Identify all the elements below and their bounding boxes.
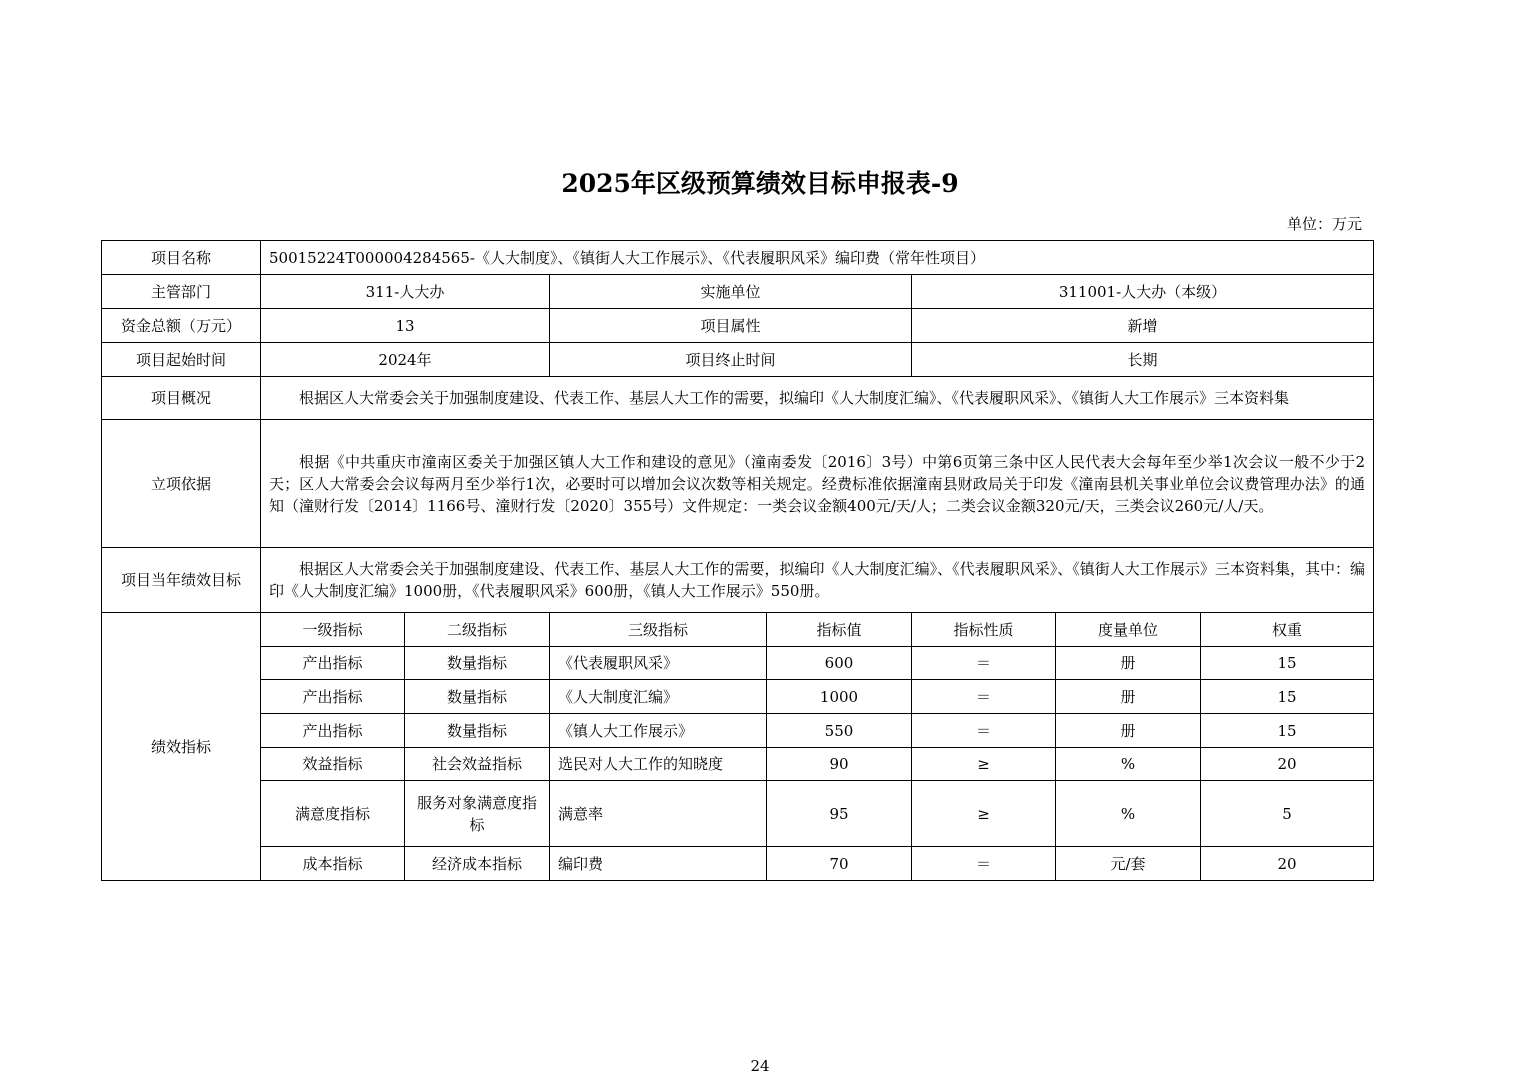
indicator-header-cell: 指标值 (767, 613, 912, 647)
unit-label: 单位：万元 (1286, 215, 1362, 233)
indicator-cell: 15 (1201, 647, 1374, 680)
indicator-cell: 《代表履职风采》 (550, 647, 767, 680)
project-attr-value: 新增 (912, 309, 1374, 343)
indicator-cell: 经济成本指标 (405, 847, 550, 881)
indicator-row (102, 647, 1374, 680)
implementer-value: 311001-人大办（本级） (912, 275, 1374, 309)
indicator-cell: 95 (767, 781, 912, 847)
page-title: 2025年区级预算绩效目标申报表-9 (561, 169, 959, 198)
indicator-cell: ＝ (912, 680, 1056, 714)
indicator-cell: ＝ (912, 647, 1056, 680)
indicator-cell: 成本指标 (261, 847, 405, 881)
indicator-cell: 满意率 (550, 781, 767, 847)
indicator-cell: 70 (767, 847, 912, 881)
indicator-cell: 550 (767, 714, 912, 748)
indicator-cell: 5 (1201, 781, 1374, 847)
project-attr-label: 项目属性 (550, 309, 912, 343)
indicator-cell: ＝ (912, 714, 1056, 748)
indicator-header-cell: 指标性质 (912, 613, 1056, 647)
row-funds (102, 309, 1374, 343)
budget-form-table (101, 240, 1374, 881)
annual-goal-value: 根据区人大常委会关于加强制度建设、代表工作、基层人大工作的需要，拟编印《人大制度汇编》、《代表履职风采》、《镇街人大工作展示》三本资料集，其中：编印《人大制度汇编》1000册，《代表履职风采》600册，《镇人大工作展示》550册。 (261, 548, 1374, 613)
indicator-cell: 《镇人大工作展示》 (550, 714, 767, 748)
indicator-header-cell: 度量单位 (1056, 613, 1201, 647)
indicator-cell: 数量指标 (405, 680, 550, 714)
end-time-value: 长期 (912, 343, 1374, 377)
row-annual-goal (102, 548, 1374, 613)
indicator-cell: 20 (1201, 748, 1374, 781)
project-name-value: 50015224T000004284565-《人大制度》、《镇街人大工作展示》、《代表履职风采》编印费（常年性项目） (261, 241, 1374, 275)
project-name-label: 项目名称 (102, 241, 261, 275)
indicator-row (102, 714, 1374, 748)
indicator-cell: 1000 (767, 680, 912, 714)
row-department (102, 275, 1374, 309)
indicator-row (102, 847, 1374, 881)
indicator-header-cell: 三级指标 (550, 613, 767, 647)
indicator-cell: 元/套 (1056, 847, 1201, 881)
indicator-cell: 册 (1056, 714, 1201, 748)
indicator-cell: 20 (1201, 847, 1374, 881)
indicator-header-cell: 二级指标 (405, 613, 550, 647)
indicator-cell: % (1056, 781, 1201, 847)
indicator-header-cell: 一级指标 (261, 613, 405, 647)
department-label: 主管部门 (102, 275, 261, 309)
basis-value: 根据《中共重庆市潼南区委关于加强区镇人大工作和建设的意见》（潼南委发〔2016〕3号）中第6页第三条中区人民代表大会每年至少举1次会议一般不少于2天；区人大常委会会议每两月至少举行1次，必要时可以增加会议次数等相关规定。经费标准依据潼南县财政局关于印发《潼南县机关事业单位会议费管理办法》的通知（潼财行发〔2014〕1166号、潼财行发〔2020〕355号）文件规定：一类会议金额400元/天/人；二类会议金额320元/天，三类会议260元/人/天。 (261, 420, 1374, 548)
start-time-value: 2024年 (261, 343, 550, 377)
indicator-cell: 服务对象满意度指标 (405, 781, 550, 847)
indicator-row (102, 748, 1374, 781)
indicator-cell: 15 (1201, 680, 1374, 714)
indicator-cell: 选民对人大工作的知晓度 (550, 748, 767, 781)
indicator-header-row (102, 613, 1374, 647)
indicator-cell: 编印费 (550, 847, 767, 881)
indicator-cell: 满意度指标 (261, 781, 405, 847)
total-funds-value: 13 (261, 309, 550, 343)
indicator-cell: 产出指标 (261, 714, 405, 748)
row-time (102, 343, 1374, 377)
annual-goal-label: 项目当年绩效目标 (102, 548, 261, 613)
indicator-row (102, 680, 1374, 714)
indicator-cell: ≥ (912, 748, 1056, 781)
indicator-cell: ≥ (912, 781, 1056, 847)
total-funds-label: 资金总额（万元） (102, 309, 261, 343)
page-number: 24 (750, 1057, 770, 1075)
row-project-name (102, 241, 1374, 275)
indicator-header-cell: 权重 (1201, 613, 1374, 647)
overview-label: 项目概况 (102, 377, 261, 420)
indicator-cell: 数量指标 (405, 647, 550, 680)
indicator-cell: % (1056, 748, 1201, 781)
overview-value: 根据区人大常委会关于加强制度建设、代表工作、基层人大工作的需要，拟编印《人大制度汇编》、《代表履职风采》、《镇街人大工作展示》三本资料集 (261, 377, 1374, 420)
indicator-cell: 册 (1056, 647, 1201, 680)
indicator-cell: 产出指标 (261, 680, 405, 714)
indicator-row (102, 781, 1374, 847)
row-basis (102, 420, 1374, 548)
indicator-cell: 产出指标 (261, 647, 405, 680)
department-value: 311-人大办 (261, 275, 550, 309)
indicator-cell: 社会效益指标 (405, 748, 550, 781)
indicator-cell: ＝ (912, 847, 1056, 881)
end-time-label: 项目终止时间 (550, 343, 912, 377)
indicators-label: 绩效指标 (102, 613, 261, 881)
implementer-label: 实施单位 (550, 275, 912, 309)
indicator-cell: 《人大制度汇编》 (550, 680, 767, 714)
indicator-cell: 册 (1056, 680, 1201, 714)
indicator-cell: 效益指标 (261, 748, 405, 781)
indicator-cell: 数量指标 (405, 714, 550, 748)
indicator-cell: 600 (767, 647, 912, 680)
row-overview (102, 377, 1374, 420)
start-time-label: 项目起始时间 (102, 343, 261, 377)
basis-label: 立项依据 (102, 420, 261, 548)
indicator-cell: 90 (767, 748, 912, 781)
indicator-cell: 15 (1201, 714, 1374, 748)
